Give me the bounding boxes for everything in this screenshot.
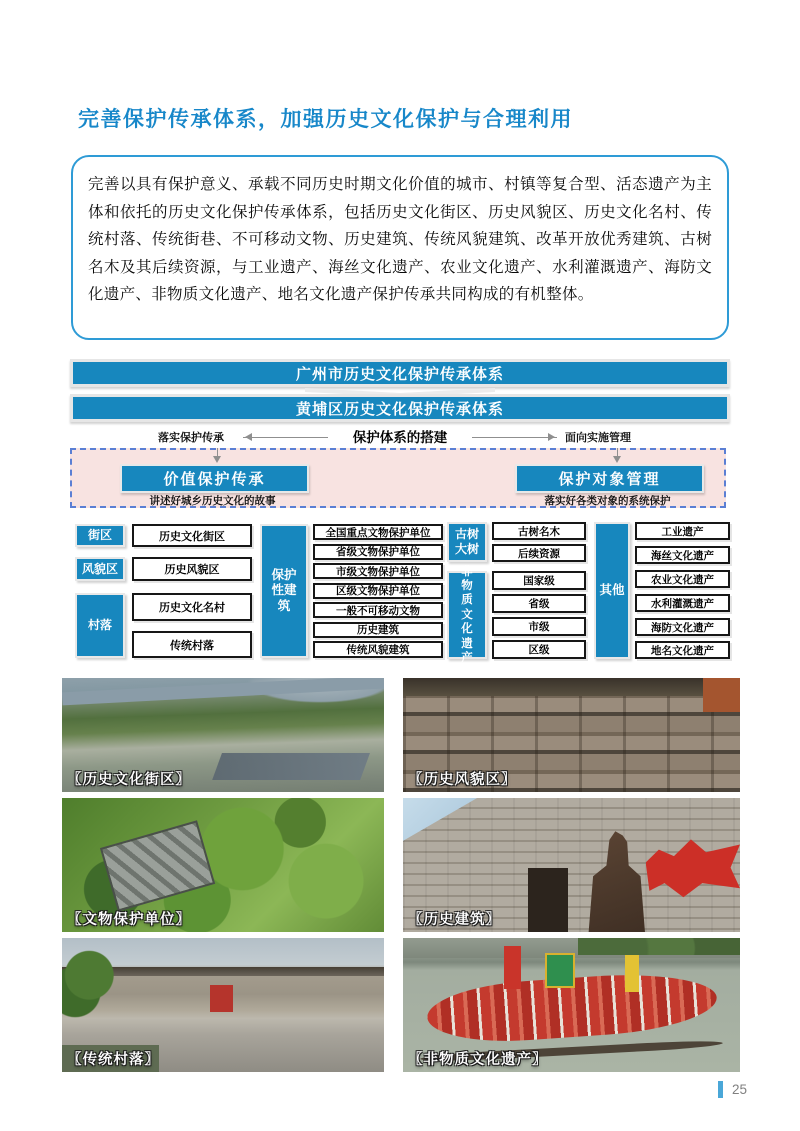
category-village: 村落 [75,593,125,658]
photo-historic-landscape [403,678,740,792]
green-banner-shape [545,953,576,988]
item-general-immovable-relic: 一般不可移动文物 [313,602,443,618]
photo-label: 〖历史文化街区〗 [67,772,191,788]
dark-roof-shape [403,678,740,696]
red-banner-shape [504,946,521,989]
item-intangible-national: 国家级 [492,571,586,590]
category-other: 其他 [594,522,630,659]
red-flag-shape [646,836,740,900]
item-district-relic-unit: 区级文物保护单位 [313,583,443,599]
category-protective-buildings: 保护性建筑 [260,524,308,658]
object-management-subtitle: 落实好各类对象的系统保护 [544,495,671,507]
intro-box [71,155,729,340]
photo-relic-protection-unit [62,798,384,932]
item-intangible-city: 市级 [492,617,586,636]
item-city-relic-unit: 市级文物保护单位 [313,563,443,579]
arrow-down-object-icon [617,448,618,460]
photo-label: 〖传统村落〗 [67,1052,160,1068]
item-coastal-defense-heritage: 海防文化遗产 [635,618,730,636]
value-protection-title: 价值保护传承 [163,471,266,488]
doorway-shape [528,868,568,932]
intro-text: 完善以具有保护意义、承载不同历史时期文化价值的城市、村镇等复合型、活态遗产为主体和依托的历史文化保护传承体系，包括历史文化街区、历史风貌区、历史文化名村、传统村落、传统街巷、不可移动文物、历史建筑、传统风貌建筑、改革开放优秀建筑、古树名木及其后续资源，与工业遗产、海丝文化遗产、农业文化遗产、水利灌溉遗产、海防文化遗产、非物质文化遗产、地名文化遗产保护传承共同构成的有机整体。 [88,176,712,304]
protection-system-diagram [70,520,730,662]
red-door-shape [210,985,233,1012]
item-famous-village: 历史文化名村 [132,593,252,621]
yellow-banner-shape [625,955,638,991]
banner-district-label: 黄埔区历史文化保护传承体系 [295,400,504,418]
arrow-left-icon [243,437,328,438]
arrow-down-value-icon [217,448,218,460]
photo-traditional-village [62,938,384,1072]
tree-shape [62,949,120,1019]
red-brick-shape [703,678,740,712]
item-intangible-district: 区级 [492,640,586,659]
value-protection-header [120,464,309,493]
heritage-compound-shape [100,820,215,911]
category-intangible-heritage: 非物质文化遗产 [447,571,487,659]
category-landscape-district: 风貌区 [75,557,125,581]
flow-right-label: 面向实施管理 [565,432,631,444]
statue-bust-shape [578,825,652,932]
item-maritime-silk-heritage: 海丝文化遗产 [635,546,730,564]
photo-label: 〖非物质文化遗产〗 [408,1052,548,1068]
photo-historic-building [403,798,740,932]
item-tree-reserves: 后续资源 [492,544,586,562]
item-intangible-provincial: 省级 [492,594,586,613]
item-irrigation-heritage: 水利灌溉遗产 [635,594,730,612]
photo-label: 〖历史建筑〗 [408,912,501,928]
photo-intangible-heritage [403,938,740,1072]
value-protection-subtitle: 讲述好城乡历史文化的故事 [149,495,276,507]
page-title: 完善保护传承体系，加强历史文化保护与合理利用 [78,108,573,131]
item-traditional-village: 传统村落 [132,631,252,658]
item-industrial-heritage: 工业遗产 [635,522,730,540]
flow-center-label: 保护体系的搭建 [352,430,448,445]
item-traditional-style-building: 传统风貌建筑 [313,641,443,658]
banner-city-label: 广州市历史文化保护传承体系 [295,365,504,383]
photo-grid [62,678,740,1072]
category-old-trees: 古树大树 [447,522,487,562]
category-street-district: 街区 [75,524,125,547]
photo-label: 〖文物保护单位〗 [67,912,191,928]
item-historic-building: 历史建筑 [313,622,443,638]
item-historic-street: 历史文化街区 [132,524,252,547]
item-provincial-relic-unit: 省级文物保护单位 [313,544,443,560]
item-national-relic-unit: 全国重点文物保护单位 [313,524,443,540]
item-agricultural-heritage: 农业文化遗产 [635,570,730,588]
flow-left-label: 落实保护传承 [158,432,224,444]
page-number-bar [718,1081,723,1098]
river-shape [62,678,384,705]
arrow-right-icon [472,437,557,438]
page-number: 25 [732,1082,748,1097]
photo-label: 〖历史风貌区〗 [408,772,517,788]
item-placename-heritage: 地名文化遗产 [635,641,730,659]
item-historic-landscape: 历史风貌区 [132,557,252,581]
object-management-title: 保护对象管理 [558,471,661,488]
sky-shape [403,798,477,841]
banner-city-system [70,359,730,387]
photo-historic-street [62,678,384,792]
item-famous-trees: 古树名木 [492,522,586,540]
banner-district-system [70,394,730,422]
object-management-header [515,464,704,493]
warehouse-roof-shape [212,753,370,780]
trees-shape [578,938,740,955]
